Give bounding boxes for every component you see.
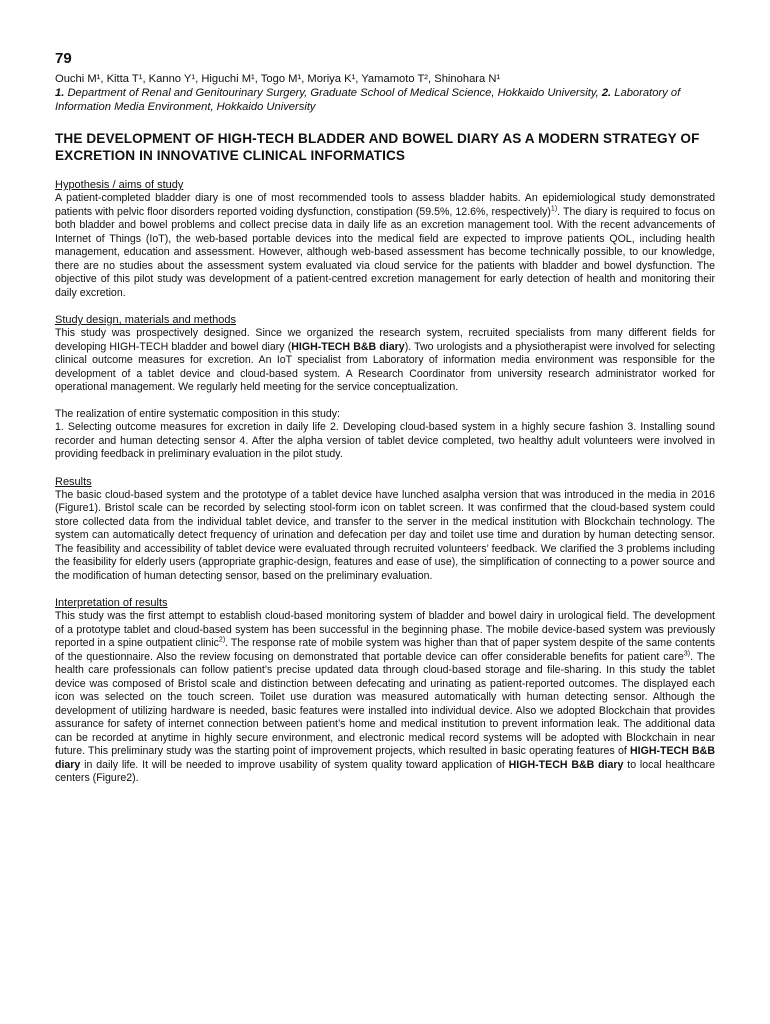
affiliation-2: Laboratory of Information Media Environment, Hokkaido University — [55, 87, 681, 113]
paper-title: THE DEVELOPMENT OF HIGH-TECH BLADDER AND BOWEL DIARY AS A MODERN STRATEGY OF EXCRETION IN INNOVATIVE CLINICAL INFORMATICS — [55, 131, 700, 163]
reference-marker: 2) — [218, 636, 226, 644]
reference-marker: 1) — [550, 204, 558, 212]
section-heading-design: Study design, materials and methods — [55, 314, 236, 326]
hypothesis-paragraph — [55, 192, 715, 300]
interpretation-text-3: . The health care professionals can follow patient’s precise updated data through cloud-based storage and file-sharing. In this study the tablet device was composed of Bristol scale and distinction between defecating and urinating as patient-reported outcomes. The displayed each icon was selected on the touch screen. Toilet use duration was measured automatically with human detecting sensor. Although the development of utilizing hardware is needed, basic features were installed into individual device. Also we adopted Blockchain that provides assurance for safety of internet connection between patient’s home and medical institution to prevent information leak. The additional data can be recorded at anytime in highly secure environment, and electronic medical record systems will be adopted with Blockchain in near future. This preliminary study was the starting point of improvement projects, which resulted in basic operating features of — [55, 650, 715, 757]
realization-intro: The realization of entire systematic composition in this study: — [55, 407, 340, 420]
design-paragraph-1 — [55, 327, 715, 395]
section-design — [55, 313, 715, 395]
section-interpretation — [55, 596, 715, 786]
abstract-page — [55, 50, 715, 799]
affiliation-marker-2: 2. — [601, 87, 612, 99]
results-paragraph: The basic cloud-based system and the prototype of a tablet device have lunched asalpha version that was introduced in the media in 2016 (Figure1). Bristol scale can be recorded by selecting stool-form icon on tablet screen. It was confirmed that the cloud-based system could store collected data from the individual tablet device, and transfer to the server in the medical institution with Blockchain technology. The system can automatically detect frequency of urination and defecation per day and toilet use time and duration by human detecting sensor. The feasibility and accessibility of tablet device were evaluated through recruited volunteers’ feedback. We clarified the 3 problems including the feasibility for elderly users (appropriate graphic-design, features and ease of use), the simplification of connecting to a power source and the modification of human detecting sensor, based on the preliminary evaluation. — [55, 488, 715, 582]
section-realization — [55, 408, 715, 462]
design-text-2: ). Two urologists and a physiotherapist were involved for selecting clinical outcome measures for excretion. An IoT specialist from Laboratory of information media environment was responsible for the development of a tablet device and cloud-based system. A Research Coordinator from university research administrator worked for operational management. We regularly held meeting for the service conceptualization. — [55, 340, 715, 393]
hypothesis-text-2: . The diary is required to focus on both bladder and bowel problems and collect precise data in daily life as an excretion management tool. With the recent advancements of Internet of Things (IoT), the web-based portable devices into the medical field are expected to improve patients QOL, including health management, education and assessment. However, although web-based assessment has become technically possible, to our knowledge, there are no studies about the assessment system evaluated via cloud service for the patients with bladder and bowel dysfunction. The objective of this pilot study was development of a patient-centred excretion management for early detection of health and monitoring their daily excretion. — [55, 205, 715, 299]
reference-marker: 3) — [683, 649, 691, 657]
section-heading-hypothesis: Hypothesis / aims of study — [55, 179, 184, 191]
realization-steps: 1. Selecting outcome measures for excretion in daily life 2. Developing cloud-based system in a highly secure fashion 3. Installing sound recorder and human detecting sensor 4. After the alpha version of tablet device completed, two healthy adult volunteers were involved in providing feedback in preliminary evaluation in the pilot study. — [55, 421, 715, 460]
interpretation-text-1: This study was the first attempt to establish cloud-based monitoring system of bladder and bowel dairy in urological field. The development of a prototype tablet and cloud-based system has been successful in the beginning phase. The mobile device-based system was previously reported in a spine outpatient clinic — [55, 610, 715, 649]
product-name-bold: HIGH-TECH B&B diary — [55, 745, 715, 771]
section-results — [55, 475, 715, 584]
interpretation-text-5: to local healthcare centers (Figure2). — [55, 758, 715, 784]
section-heading-results: Results — [55, 475, 92, 488]
affiliation-1: Department of Renal and Genitourinary Surgery, Graduate School of Medical Science, Hokkaido University, — [64, 87, 602, 99]
abstract-number: 79 — [55, 50, 72, 67]
section-hypothesis — [55, 178, 715, 300]
author-list: Ouchi M¹, Kitta T¹, Kanno Y¹, Higuchi M¹, Togo M¹, Moriya K¹, Yamamoto T², Shinohara N¹ — [55, 73, 501, 85]
product-name-bold: HIGH-TECH B&B diary — [508, 758, 624, 771]
interpretation-text-2: . The response rate of mobile system was higher than that of paper system despite of the same contents of the questionnaire. Also the review focusing on demonstrated that portable device can offer considerable benefits for patient care — [55, 637, 715, 663]
design-text-1: This study was prospectively designed. Since we organized the research system, recruited specialists from many different fields for developing HIGH-TECH bladder and bowel diary ( — [55, 327, 715, 353]
interpretation-paragraph — [55, 610, 715, 786]
affiliations — [55, 86, 715, 114]
product-name-bold: HIGH-TECH B&B diary — [291, 340, 405, 353]
affiliation-marker-1: 1. — [55, 87, 65, 99]
hypothesis-text-1: A patient-completed bladder diary is one of most recommended tools to assess bladder habits. An epidemiological study demonstrated patients with pelvic floor disorders reported voiding dysfunction, constipation (59.5%, 12.6%, respectively) — [55, 192, 715, 218]
interpretation-text-4: in daily life. It will be needed to improve usability of system quality toward application of — [80, 758, 509, 771]
section-heading-interpretation: Interpretation of results — [55, 597, 168, 609]
